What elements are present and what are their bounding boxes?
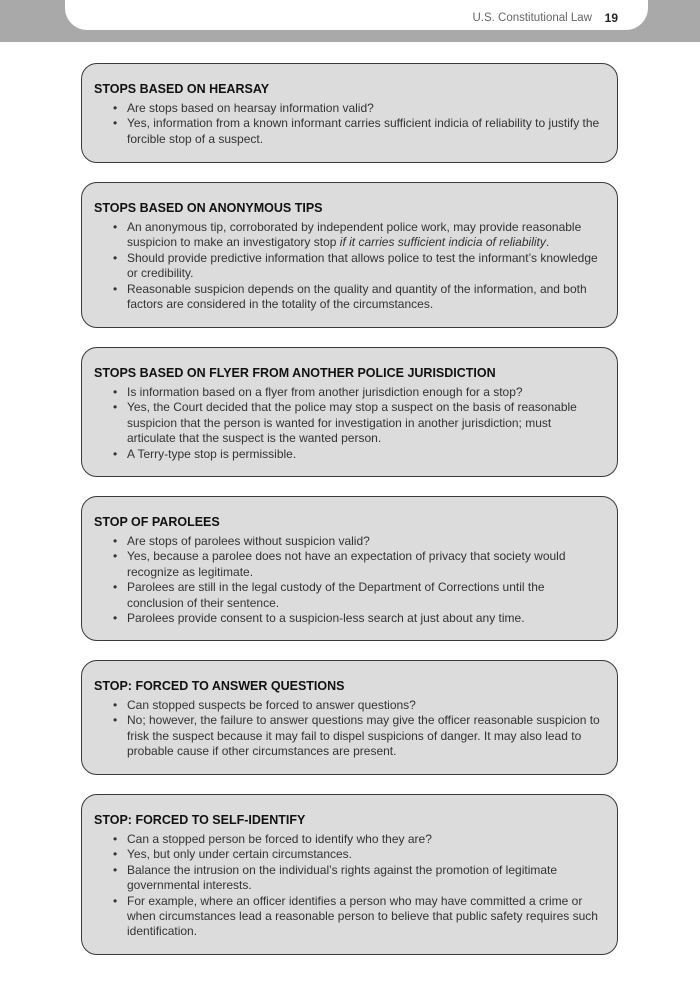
- bullet-text: Reasonable suspicion depends on the quality and quantity of the information, and both factors are considered in the totality of the circumstances.: [127, 281, 587, 312]
- bullet-icon: •: [113, 400, 118, 415]
- list-item: [94, 549, 603, 580]
- list-item: [94, 698, 603, 713]
- bullet-icon: •: [113, 549, 118, 564]
- section-box-self-identify: [81, 794, 618, 955]
- bullet-icon: •: [113, 116, 118, 131]
- list-item: [94, 534, 603, 549]
- list-item: [94, 101, 603, 116]
- bullet-list: [94, 220, 603, 312]
- list-item: [94, 220, 603, 251]
- bullet-list: [94, 534, 603, 626]
- page-number: 19: [604, 11, 618, 25]
- section-box-flyer: [81, 347, 618, 477]
- bullet-icon: •: [113, 101, 118, 115]
- list-item: [94, 447, 603, 462]
- page-header: [65, 0, 648, 30]
- bullet-text: Should provide predictive information that allows police to test the informant’s knowledge or credibility.: [127, 250, 598, 281]
- bullet-italic-text: if it carries sufficient indicia of reliability: [339, 235, 546, 250]
- bullet-list: [94, 101, 603, 147]
- section-box-parolees: [81, 496, 618, 641]
- bullet-icon: •: [113, 698, 118, 712]
- bullet-text: Parolees provide consent to a suspicion-less search at just about any time.: [127, 611, 525, 626]
- section-box-anonymous-tips: [81, 182, 618, 328]
- bullet-text: No; however, the failure to answer questions may give the officer reasonable suspicion to frisk the suspect because it may fail to dispel suspicions of danger. It may also lead to probable cause if other circumstances are present.: [127, 713, 600, 759]
- bullet-list: [94, 385, 603, 462]
- bullet-text-tail: .: [545, 235, 550, 250]
- list-item: [94, 713, 603, 759]
- bullet-list: [94, 832, 603, 940]
- bullet-text: Parolees are still in the legal custody of the Department of Corrections until the conclusion of their sentence.: [127, 580, 545, 610]
- bullet-text: A Terry-type stop is permissible.: [127, 446, 297, 461]
- section-title: STOP: FORCED TO SELF-IDENTIFY: [94, 813, 306, 827]
- list-item: [94, 611, 603, 626]
- bullet-text: Yes, information from a known informant carries sufficient indicia of reliability to justify the forcible stop of a suspect.: [127, 116, 600, 146]
- bullet-icon: •: [113, 847, 118, 862]
- bullet-icon: •: [113, 713, 118, 728]
- bullet-text: Yes, but only under certain circumstances.: [127, 847, 353, 862]
- list-item: [94, 863, 603, 894]
- list-item: [94, 251, 603, 282]
- section-title: STOP: FORCED TO ANSWER QUESTIONS: [94, 679, 345, 693]
- list-item: [94, 847, 603, 862]
- bullet-icon: •: [113, 611, 118, 626]
- list-item: [94, 580, 603, 611]
- list-item: [94, 116, 603, 147]
- list-item: [94, 894, 603, 940]
- bullet-icon: •: [113, 250, 118, 265]
- bullet-list: [94, 698, 603, 760]
- bullet-icon: •: [113, 385, 118, 399]
- bullet-icon: •: [113, 534, 118, 548]
- running-head: U.S. Constitutional Law: [472, 12, 592, 24]
- bullet-text: An anonymous tip, corroborated by independent police work, may provide reasonable suspicion to make an investigatory stop: [127, 220, 582, 250]
- bullet-icon: •: [113, 893, 118, 908]
- section-title: STOPS BASED ON FLYER FROM ANOTHER POLICE JURISDICTION: [94, 366, 496, 380]
- bullet-text: Can stopped suspects be forced to answer questions?: [127, 698, 416, 712]
- bullet-icon: •: [113, 832, 118, 846]
- list-item: [94, 282, 603, 313]
- section-title: STOPS BASED ON ANONYMOUS TIPS: [94, 201, 323, 215]
- bullet-text: Are stops of parolees without suspicion valid?: [127, 534, 370, 548]
- section-title: STOPS BASED ON HEARSAY: [94, 82, 270, 96]
- bullet-text: Is information based on a flyer from another jurisdiction enough for a stop?: [127, 385, 523, 399]
- bullet-icon: •: [113, 281, 118, 296]
- bullet-icon: •: [113, 446, 118, 461]
- bullet-text: Balance the intrusion on the individual’s rights against the promotion of legitimate governmental interests.: [127, 862, 558, 893]
- list-item: [94, 400, 603, 446]
- bullet-text: Yes, because a parolee does not have an expectation of privacy that society would recognize as legitimate.: [127, 549, 566, 579]
- section-box-hearsay: [81, 63, 618, 163]
- bullet-text: For example, where an officer identifies a person who may have committed a crime or when circumstances lead a reasonable person to believe that public safety requires such identification.: [127, 893, 598, 939]
- bullet-text: Are stops based on hearsay information valid?: [127, 101, 374, 115]
- list-item: [94, 385, 603, 400]
- section-box-answer-questions: [81, 660, 618, 775]
- list-item: [94, 832, 603, 847]
- bullet-icon: •: [113, 220, 118, 234]
- bullet-text: Yes, the Court decided that the police may stop a suspect on the basis of reasonable suspicion that the person is wanted for investigation in another jurisdiction; must articulate that the suspect is the wanted person.: [127, 400, 577, 446]
- section-title: STOP OF PAROLEES: [94, 515, 220, 529]
- bullet-icon: •: [113, 580, 118, 595]
- bullet-text: Can a stopped person be forced to identify who they are?: [127, 832, 432, 846]
- bullet-icon: •: [113, 862, 118, 877]
